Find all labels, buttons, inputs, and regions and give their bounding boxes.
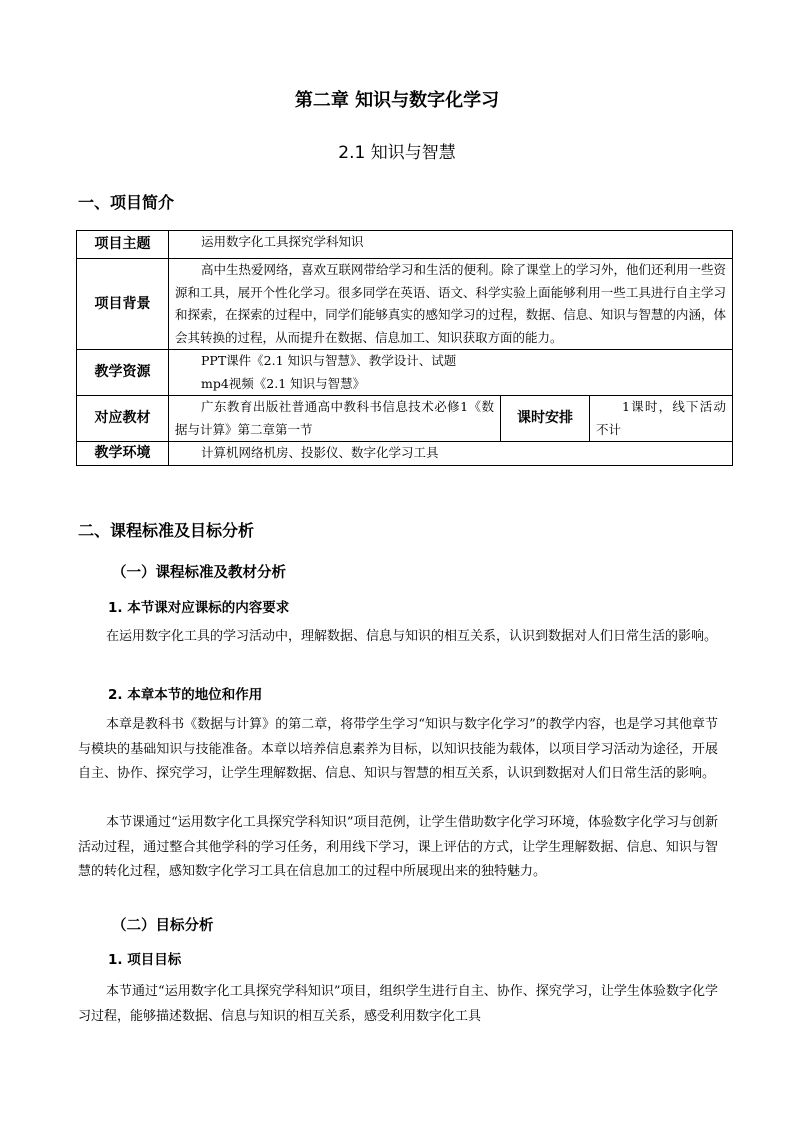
part1-heading: 一、项目简介 bbox=[78, 193, 175, 212]
table-row-theme bbox=[77, 231, 733, 259]
item2-heading: 2. 本章本节的地位和作用 bbox=[108, 687, 263, 703]
table-row-environment bbox=[77, 442, 733, 466]
table-row-resources bbox=[77, 350, 733, 396]
theme-label: 项目主题 bbox=[77, 231, 169, 259]
background-label: 项目背景 bbox=[77, 259, 169, 350]
project-info-table bbox=[76, 230, 733, 466]
item2-paragraph-1: 本章是教科书《数据与计算》的第二章，将带学生学习“知识与数字化学习”的教学内容，也是学习其他章节与模块的基础知识与技能准备。本章以培养信息素养为目标，以知识技能为载体，以项目学习活动为途径，开展自主、协作、探究学习，让学生理解数据、信息、知识与智慧的相互关系，认识到数据对人们日常生活的影响。 bbox=[78, 717, 718, 781]
table-row-textbook bbox=[77, 396, 733, 442]
section-title: 2.1 知识与智慧 bbox=[338, 143, 456, 163]
chapter-title: 第二章 知识与数字化学习 bbox=[294, 90, 500, 111]
goal1-paragraph: 本节通过“运用数字化工具探究学科知识”项目，组织学生进行自主、协作、探究学习，让学生体验数字化学习过程，能够描述数据、信息与知识的相互关系，感受利用数字化工具 bbox=[78, 984, 718, 1024]
background-value: 高中生热爱网络，喜欢互联网带给学习和生活的便利。除了课堂上的学习外，他们还利用一些资源和工具，展开个性化学习。很多同学在英语、语文、科学实验上面能够利用一些工具进行自主学习和探索，在探索的过程中，同学们能够真实的感知学习的过程，数据、信息、知识与智慧的内涵，体会其转换的过程，从而提升在数据、信息加工、知识获取方面的能力。 bbox=[169, 259, 733, 350]
textbook-label: 对应教材 bbox=[77, 396, 169, 442]
item1-paragraph: 在运用数字化工具的学习活动中，理解数据、信息与知识的相互关系，认识到数据对人们日常生活的影响。 bbox=[106, 629, 718, 644]
resources-value bbox=[169, 350, 733, 396]
resources-line2: mp4视频《2.1 知识与智慧》 bbox=[201, 375, 366, 391]
schedule-label: 课时安排 bbox=[501, 396, 590, 442]
env-label: 教学环境 bbox=[77, 442, 169, 466]
sub2-heading: （二）目标分析 bbox=[112, 918, 214, 934]
table-row-background bbox=[77, 259, 733, 350]
textbook-value: 广东教育出版社普通高中教科书信息技术必修1《数据与计算》第二章第一节 bbox=[169, 396, 501, 442]
item2-paragraph-2: 本节课通过“运用数字化工具探究学科知识”项目范例，让学生借助数字化学习环境，体验数字化学习与创新活动过程，通过整合其他学科的学习任务，利用线下学习，课上评估的方式，让学生理解数据、信息、知识与智慧的转化过程，感知数字化学习工具在信息加工的过程中所展现出来的独特魅力。 bbox=[78, 815, 718, 879]
resources-line1: PPT课件《2.1 知识与智慧》、教学设计、试题 bbox=[201, 353, 457, 368]
resources-label: 教学资源 bbox=[77, 350, 169, 396]
goal1-heading: 1. 项目目标 bbox=[108, 952, 182, 968]
env-value: 计算机网络机房、投影仪、数字化学习工具 bbox=[169, 442, 733, 466]
part2-heading: 二、课程标准及目标分析 bbox=[78, 521, 255, 540]
schedule-value: 1课时，线下活动不计 bbox=[590, 396, 733, 442]
item1-heading: 1. 本节课对应课标的内容要求 bbox=[108, 600, 290, 616]
sub1-heading: （一）课程标准及教材分析 bbox=[112, 565, 286, 581]
theme-value: 运用数字化工具探究学科知识 bbox=[169, 231, 733, 259]
